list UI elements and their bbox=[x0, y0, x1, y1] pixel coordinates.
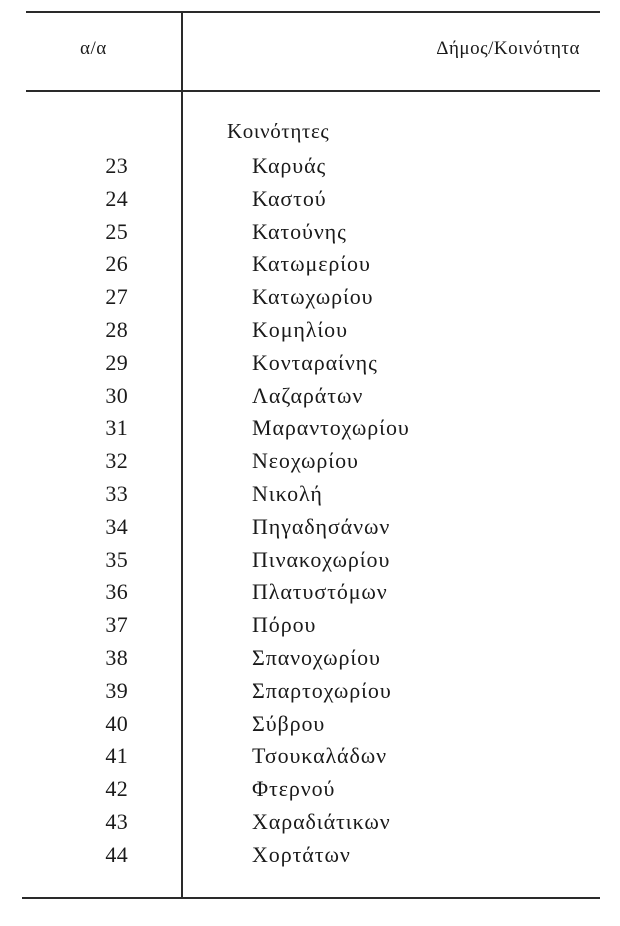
table-row bbox=[0, 740, 620, 773]
row-community-name: Πινακοχωρίου bbox=[252, 546, 391, 572]
row-number: 43 bbox=[105, 808, 128, 834]
table-row bbox=[0, 248, 620, 281]
row-community-name: Καστού bbox=[252, 185, 327, 211]
table-bottom-rule bbox=[22, 897, 600, 899]
row-community-name: Λαζαράτων bbox=[252, 382, 364, 408]
row-community-name: Φτερνού bbox=[252, 776, 336, 802]
row-community-name: Κατωχωρίου bbox=[252, 284, 374, 310]
row-number: 36 bbox=[105, 579, 128, 605]
row-number: 28 bbox=[105, 316, 128, 342]
table-row bbox=[0, 806, 620, 839]
row-community-name: Κομηλίου bbox=[252, 316, 348, 342]
row-number: 27 bbox=[105, 284, 128, 310]
table-row bbox=[0, 412, 620, 445]
row-community-name: Πόρου bbox=[252, 612, 317, 638]
row-community-name: Νεοχωρίου bbox=[252, 448, 359, 474]
table-row bbox=[0, 281, 620, 314]
row-number: 31 bbox=[105, 415, 128, 441]
table-row bbox=[0, 150, 620, 183]
table-row bbox=[0, 511, 620, 544]
row-community-name: Μαραντοχωρίου bbox=[252, 415, 410, 441]
table-row bbox=[0, 380, 620, 413]
section-title: Κοινότητες bbox=[227, 119, 330, 143]
row-number: 33 bbox=[105, 480, 128, 506]
table-row bbox=[0, 675, 620, 708]
row-community-name: Σπανοχωρίου bbox=[252, 644, 381, 670]
table-top-rule bbox=[26, 11, 600, 13]
row-number: 29 bbox=[105, 349, 128, 375]
row-community-name: Πλατυστόμων bbox=[252, 579, 388, 605]
row-community-name: Χαραδιάτικων bbox=[252, 808, 391, 834]
row-community-name: Κατωμερίου bbox=[252, 251, 371, 277]
table-row bbox=[0, 544, 620, 577]
row-community-name: Νικολή bbox=[252, 480, 323, 506]
column-header-name: Δήμος/Κοινότητα bbox=[436, 38, 580, 59]
table-row bbox=[0, 642, 620, 675]
row-number: 35 bbox=[105, 546, 128, 572]
row-number: 41 bbox=[105, 743, 128, 769]
row-number: 40 bbox=[105, 710, 128, 736]
table-row bbox=[0, 609, 620, 642]
table-row bbox=[0, 773, 620, 806]
row-community-name: Πηγαδησάνων bbox=[252, 513, 391, 539]
row-community-name: Κονταραίνης bbox=[252, 349, 378, 375]
table-header-rule bbox=[26, 90, 600, 92]
row-number: 39 bbox=[105, 677, 128, 703]
row-number: 32 bbox=[105, 448, 128, 474]
row-community-name: Σύβρου bbox=[252, 710, 326, 736]
table-row bbox=[0, 445, 620, 478]
table-row bbox=[0, 839, 620, 872]
table-row bbox=[0, 347, 620, 380]
row-number: 23 bbox=[105, 153, 128, 178]
row-number: 44 bbox=[105, 841, 128, 867]
row-community-name: Σπαρτοχωρίου bbox=[252, 677, 392, 703]
row-number: 25 bbox=[105, 218, 128, 244]
row-number: 37 bbox=[105, 612, 128, 638]
row-community-name: Χορτάτων bbox=[252, 841, 351, 867]
row-community-name: Τσουκαλάδων bbox=[252, 743, 387, 769]
table-row bbox=[0, 314, 620, 347]
row-number: 42 bbox=[105, 776, 128, 802]
column-header-number: α/α bbox=[80, 38, 107, 59]
table-row bbox=[0, 216, 620, 249]
table-row bbox=[0, 576, 620, 609]
row-number: 24 bbox=[105, 185, 128, 211]
table-row bbox=[0, 478, 620, 511]
table-row bbox=[0, 708, 620, 741]
row-community-name: Καρυάς bbox=[252, 153, 327, 178]
row-number: 30 bbox=[105, 382, 128, 408]
row-number: 26 bbox=[105, 251, 128, 277]
table-body bbox=[0, 150, 620, 872]
row-number: 38 bbox=[105, 644, 128, 670]
row-community-name: Κατούνης bbox=[252, 218, 347, 244]
row-number: 34 bbox=[105, 513, 128, 539]
table-row bbox=[0, 183, 620, 216]
